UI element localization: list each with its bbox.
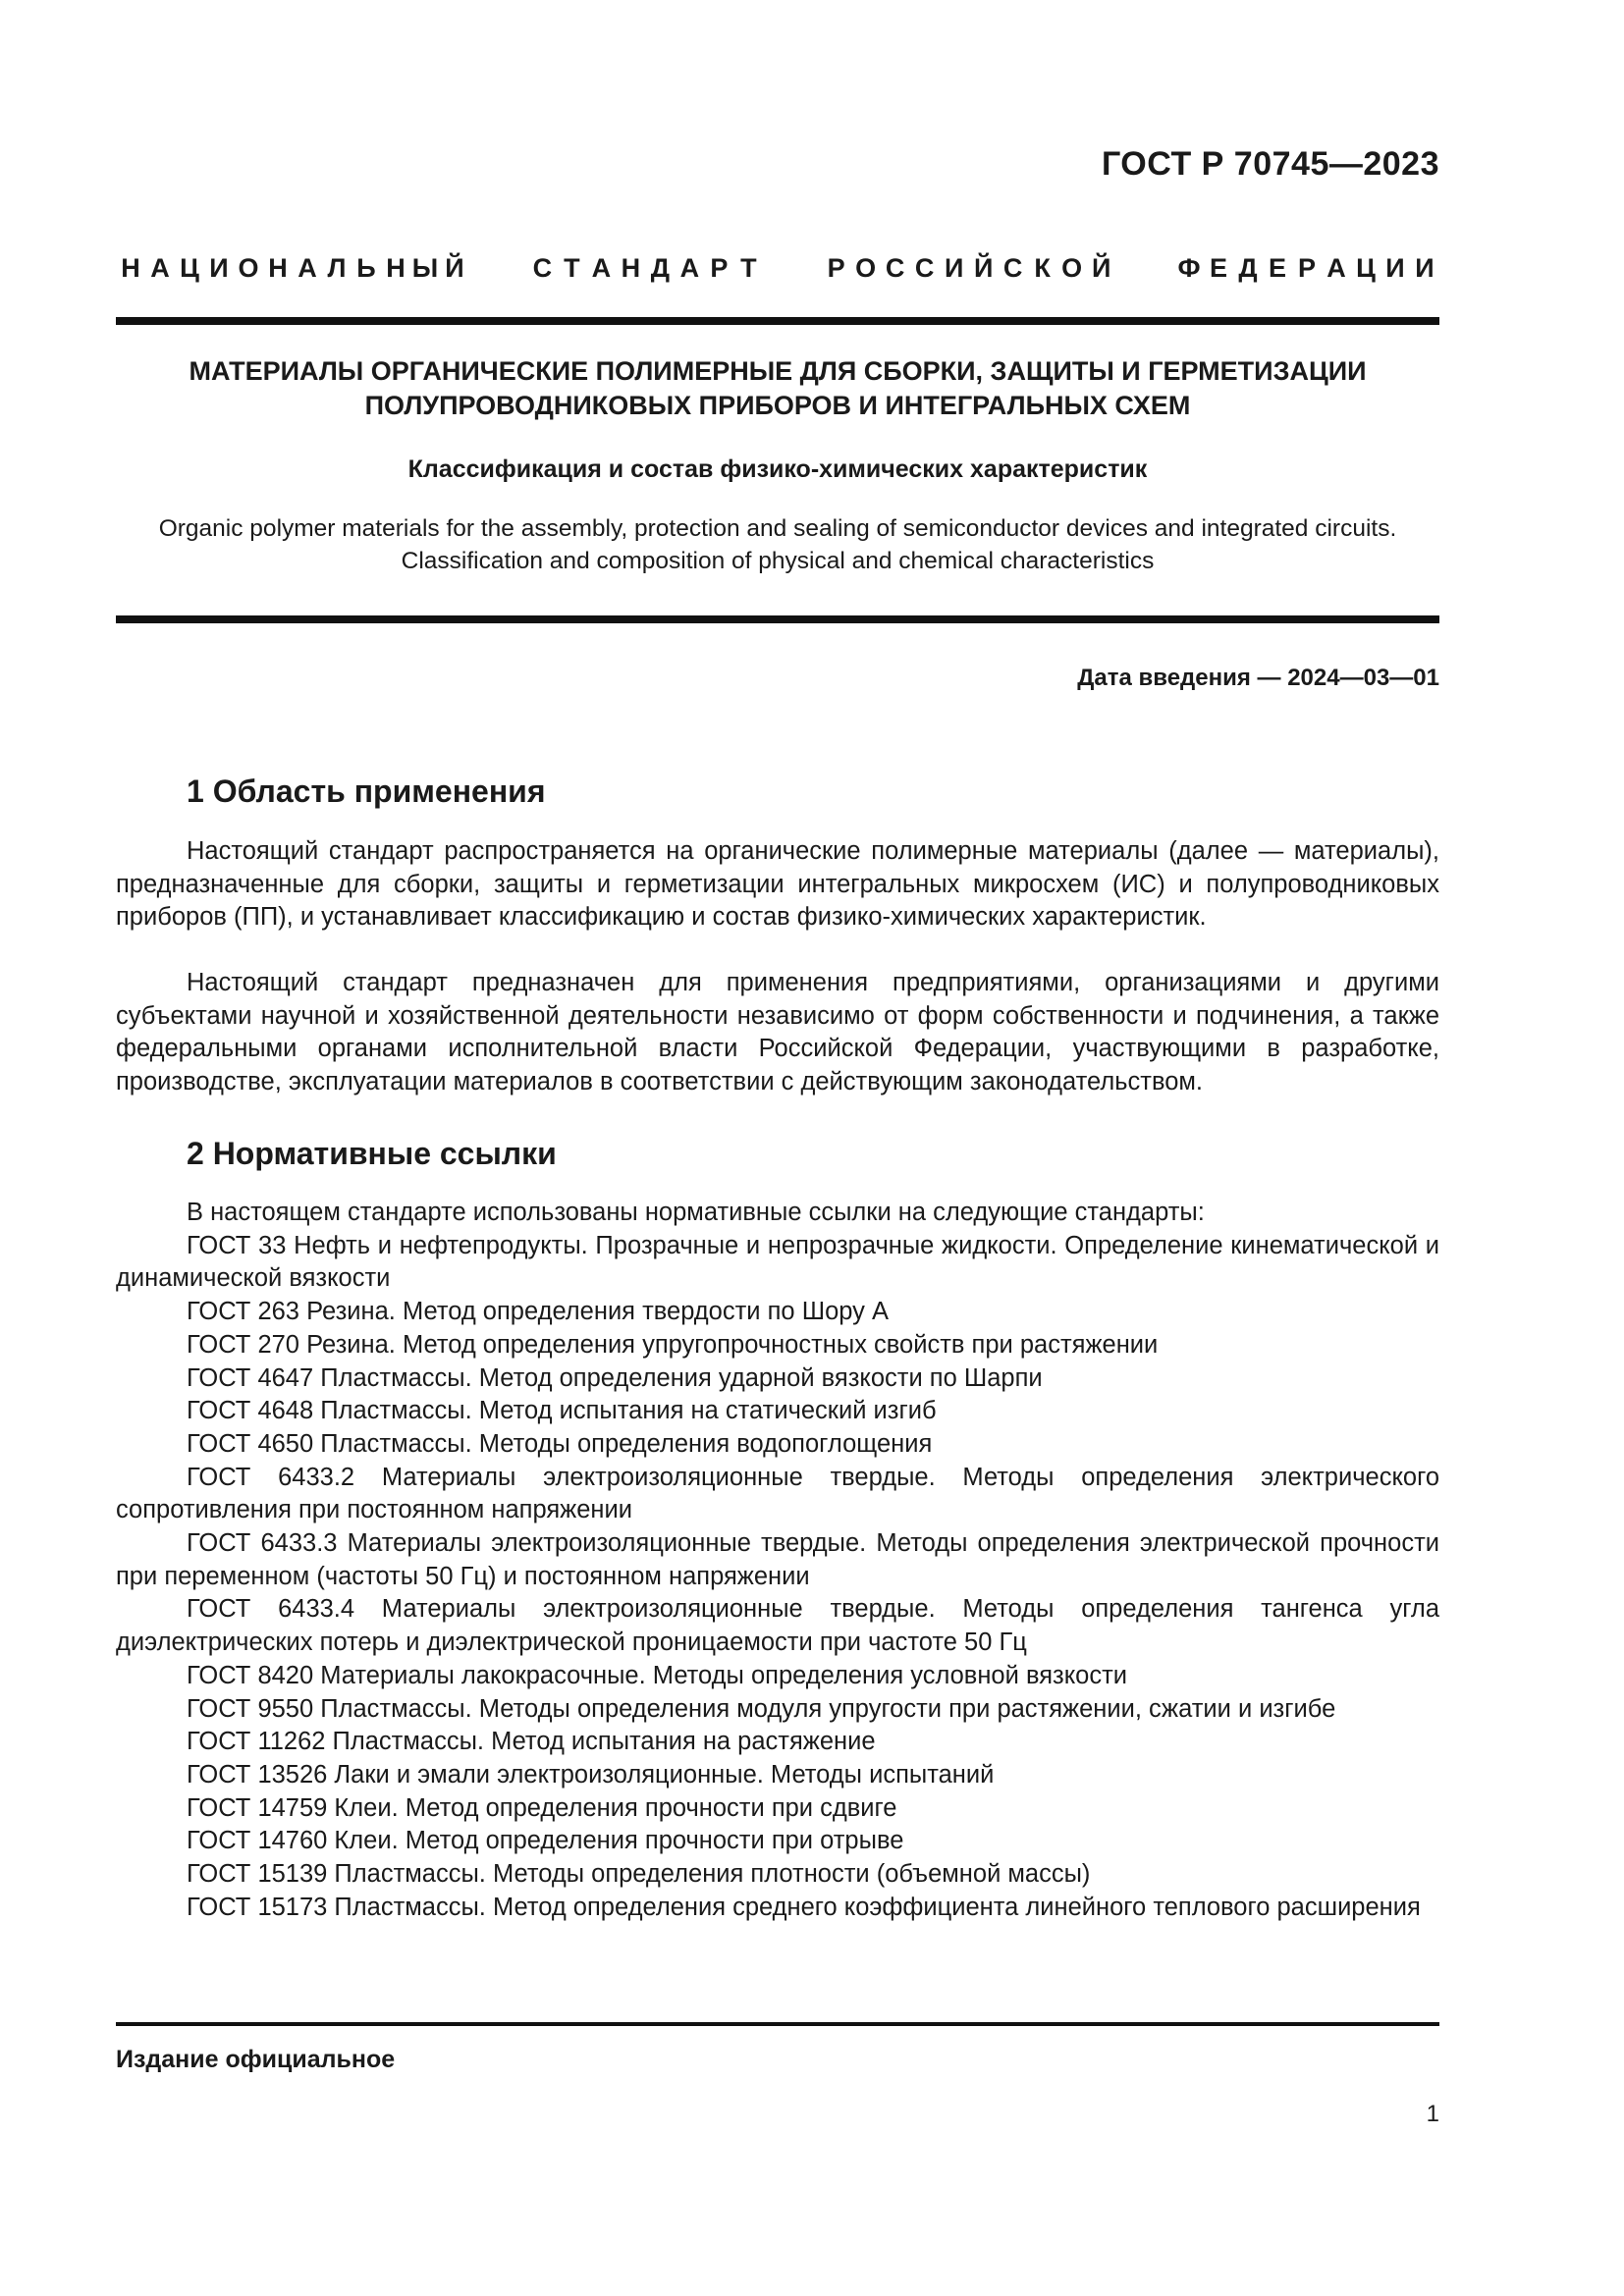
banner-word: Ф Е Д Е Р А Ц И И	[1177, 253, 1435, 283]
english-title-line: Classification and composition of physical and chemical characteristics	[401, 548, 1155, 574]
introduction-date: Дата введения — 2024—03—01	[1077, 665, 1439, 691]
reference-item: ГОСТ 15173 Пластмассы. Метод определения среднего коэффициента линейного теплового расширения	[187, 1893, 1421, 1921]
reference-item: ГОСТ 8420 Материалы лакокрасочные. Методы определения условной вязкости	[187, 1661, 1128, 1689]
reference-item: ГОСТ 4647 Пластмассы. Метод определения ударной вязкости по Шарпи	[187, 1363, 1043, 1392]
reference-item: ГОСТ 13526 Лаки и эмали электроизоляционные. Методы испытаний	[187, 1760, 995, 1789]
document-number: ГОСТ Р 70745—2023	[1101, 145, 1439, 183]
document-title	[116, 354, 1439, 423]
banner-word: Р О С С И Й С К О Й	[827, 253, 1111, 283]
title-divider	[116, 615, 1439, 623]
references-list	[116, 1197, 1439, 1924]
page-number: 1	[1426, 2101, 1439, 2127]
reference-item: ГОСТ 6433.4 Материалы электроизоляционные твердые. Методы определения тангенса угла диэлектрических потерь и диэлектрической проницаемости при частоте 50 Гц	[116, 1595, 1439, 1657]
section-heading: 1 Область применения	[187, 774, 546, 809]
footer-divider	[116, 2022, 1439, 2026]
official-edition-label: Издание официальное	[116, 2046, 396, 2073]
title-line: ПОЛУПРОВОДНИКОВЫХ ПРИБОРОВ И ИНТЕГРАЛЬНЫХ СХЕМ	[364, 391, 1191, 420]
reference-item: ГОСТ 4648 Пластмассы. Метод испытания на статический изгиб	[187, 1397, 937, 1425]
banner-word: С Т А Н Д А Р Т	[532, 253, 757, 283]
scope-paragraph: Настоящий стандарт распространяется на органические полимерные материалы (далее — материалы), предназначенные для сборки, защиты и герметизации интегральных микросхем (ИС) и полупроводниковых приборов (ПП), и устанавливает классификацию и состав физико-химических характеристик.	[116, 837, 1439, 931]
reference-item: ГОСТ 6433.2 Материалы электроизоляционные твердые. Методы определения электрического сопротивления при постоянном напряжении	[116, 1463, 1439, 1524]
title-line: МАТЕРИАЛЫ ОРГАНИЧЕСКИЕ ПОЛИМЕРНЫЕ ДЛЯ СБОРКИ, ЗАЩИТЫ И ГЕРМЕТИЗАЦИИ	[189, 356, 1367, 386]
reference-item: ГОСТ 263 Резина. Метод определения твердости по Шору А	[187, 1298, 889, 1326]
header-divider	[116, 317, 1439, 325]
reference-item: ГОСТ 14759 Клеи. Метод определения прочности при сдвиге	[187, 1793, 897, 1822]
reference-item: ГОСТ 15139 Пластмассы. Методы определения плотности (объемной массы)	[187, 1860, 1091, 1889]
english-title-line: Organic polymer materials for the assembly, protection and sealing of semiconductor devices and integrated circuits.	[158, 515, 1397, 542]
banner-word: Н А Ц И О Н А Л Ь Н Ы Й	[121, 253, 464, 283]
english-title	[116, 512, 1439, 577]
reference-item: В настоящем стандарте использованы нормативные ссылки на следующие стандарты:	[187, 1199, 1205, 1226]
reference-item: ГОСТ 270 Резина. Метод определения упругопрочностных свойств при растяжении	[187, 1330, 1159, 1359]
document-subtitle: Классификация и состав физико-химических характеристик	[407, 455, 1148, 483]
reference-item: ГОСТ 9550 Пластмассы. Методы определения модуля упругости при растяжении, сжатии и изгибе	[187, 1694, 1336, 1723]
reference-item: ГОСТ 11262 Пластмассы. Метод испытания на растяжение	[187, 1728, 876, 1756]
reference-item: ГОСТ 6433.3 Материалы электроизоляционные твердые. Методы определения электрической прочности при переменном (частоты 50 Гц) и постоянном напряжении	[116, 1529, 1439, 1590]
reference-item: ГОСТ 14760 Клеи. Метод определения прочности при отрыве	[187, 1827, 904, 1855]
section-heading: 2 Нормативные ссылки	[187, 1136, 557, 1171]
reference-item: ГОСТ 4650 Пластмассы. Методы определения водопоглощения	[187, 1429, 933, 1458]
national-standard-banner	[116, 253, 1439, 284]
scope-paragraph: Настоящий стандарт предназначен для применения предприятиями, организациями и другими субъектами научной и хозяйственной деятельности независимо от форм собственности и подчинения, а также федеральными органами исполнительной власти Российской Федерации, участвующими в разработке, производстве, эксплуатации материалов в соответствии с действующим законодательством.	[116, 969, 1439, 1095]
reference-item: ГОСТ 33 Нефть и нефтепродукты. Прозрачные и непрозрачные жидкости. Определение кинематической и динамической вязкости	[116, 1231, 1439, 1293]
